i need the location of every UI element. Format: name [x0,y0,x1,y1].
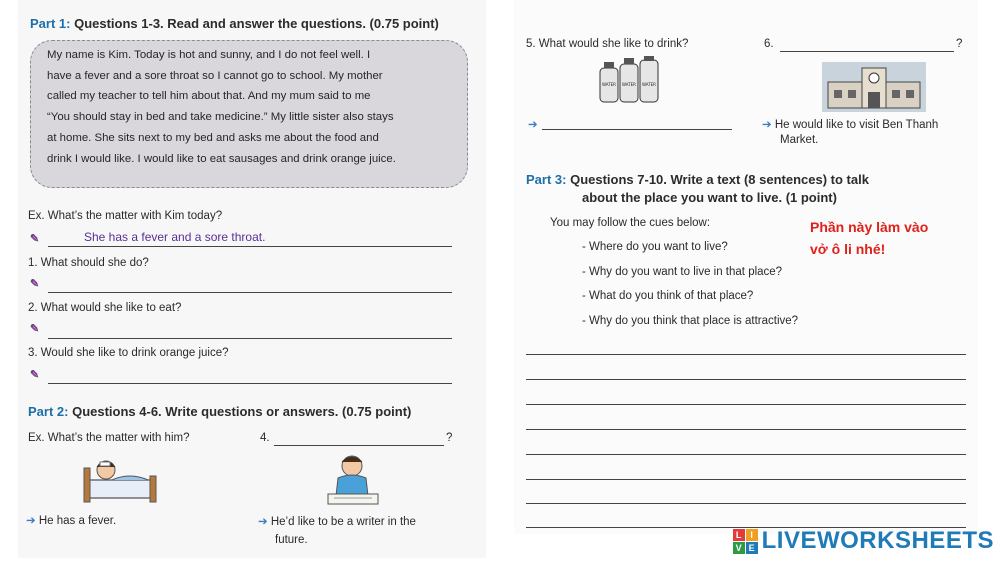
writing-line[interactable] [526,379,966,380]
part2-title: Questions 4-6. Write questions or answers. (0.75 point) [72,404,412,419]
arrow-icon: ➔ [762,119,772,131]
arrow-icon: ➔ [258,516,268,528]
boy-writing-illustration [318,452,388,510]
part1-label: Part 1: [30,16,71,31]
question-1: 1. What should she do? [28,257,149,269]
part1-title: Questions 1-3. Read and answer the questions. (0.75 point) [74,16,439,31]
ben-thanh-market-photo [822,62,926,112]
writing-line[interactable] [526,429,966,430]
liveworksheets-logo-icon: L I V E [733,529,758,554]
story-line: at home. She sits next to my bed and asks me about the food and [47,131,379,144]
cue-item: - Why do you want to live in that place? [582,266,783,278]
answer-6-line1: He would like to visit Ben Thanh [774,119,939,131]
cue-item: - Where do you want to live? [582,241,728,253]
part1-heading [30,16,439,31]
part3-heading [526,172,869,187]
story-line: called my teacher to tell him about that. And my mum said to me [47,90,371,103]
answer-6-line2: Market. [780,134,819,146]
question-6-input[interactable] [780,51,954,52]
story-line: “You should stay in bed and take medicine.” My little sister also stays [47,111,394,124]
part2-label: Part 2: [28,404,69,419]
answer-1-input[interactable] [48,292,452,293]
teacher-note-line2: vở ô li nhé! [810,241,886,257]
writing-line[interactable] [526,404,966,405]
part2-example-question: Ex. What’s the matter with him? [28,432,190,444]
question-6-number: 6. [764,38,774,50]
writing-line[interactable] [526,354,966,355]
cues-intro: You may follow the cues below: [550,217,711,229]
story-line: have a fever and a sore throat so I cannot go to school. My mother [47,69,383,82]
answer-6-text [762,117,938,131]
bottle-label: WATER [642,82,656,87]
part2-heading [28,404,411,419]
writing-line[interactable] [526,454,966,455]
question-3: 3. Would she like to drink orange juice? [28,347,229,359]
bottle-label: WATER [622,82,636,87]
cue-item: - Why do you think that place is attractive? [582,315,799,327]
water-bottles-illustration [598,56,660,106]
answer-4-line2: future. [275,534,308,546]
brand-text: LIVEWORKSHEETS [761,527,994,554]
example-question: Ex. What’s the matter with Kim today? [28,210,223,222]
answer-line [48,246,452,247]
right-worksheet-page [514,0,978,534]
answer-4-text [258,514,416,528]
left-worksheet-page [18,0,486,558]
question-4-number: 4. [260,432,270,444]
pencil-icon: ✎ [30,233,40,245]
part2-example-answer-text: He has a fever. [38,515,117,527]
pencil-icon: ✎ [30,369,40,381]
answer-4-line1: He’d like to be a writer in the [270,516,416,528]
arrow-icon: ➔ [528,119,538,131]
part2-example-answer [26,513,116,527]
answer-3-input[interactable] [48,383,452,384]
example-answer: She has a fever and a sore throat. [84,230,266,244]
answer-4-input[interactable] [274,445,444,446]
answer-2-input[interactable] [48,338,452,339]
writing-line[interactable] [526,503,966,504]
pencil-icon: ✎ [30,323,40,335]
story-line: My name is Kim. Today is hot and sunny, and I do not feel well. I [47,49,371,61]
part3-title-line1: Questions 7-10. Write a text (8 sentences) to talk [570,172,869,187]
answer-5-input[interactable] [542,129,732,130]
pencil-icon: ✎ [30,278,40,290]
sick-boy-in-bed-illustration [80,450,160,506]
question-2: 2. What would she like to eat? [28,302,182,314]
part3-label: Part 3: [526,172,567,187]
question-mark: ? [956,38,963,50]
part3-title-line2: about the place you want to live. (1 point) [582,190,837,205]
question-5: 5. What would she like to drink? [526,38,689,50]
story-line: drink I would like. I would like to eat sausages and drink orange juice. [47,152,396,165]
writing-line[interactable] [526,479,966,480]
question-mark: ? [446,432,453,444]
reading-passage [30,40,468,188]
liveworksheets-brand [733,527,994,555]
arrow-icon: ➔ [26,515,36,527]
bottle-label: WATER [602,82,616,87]
cue-item: - What do you think of that place? [582,290,754,302]
teacher-note-line1: Phần này làm vào [810,219,929,235]
